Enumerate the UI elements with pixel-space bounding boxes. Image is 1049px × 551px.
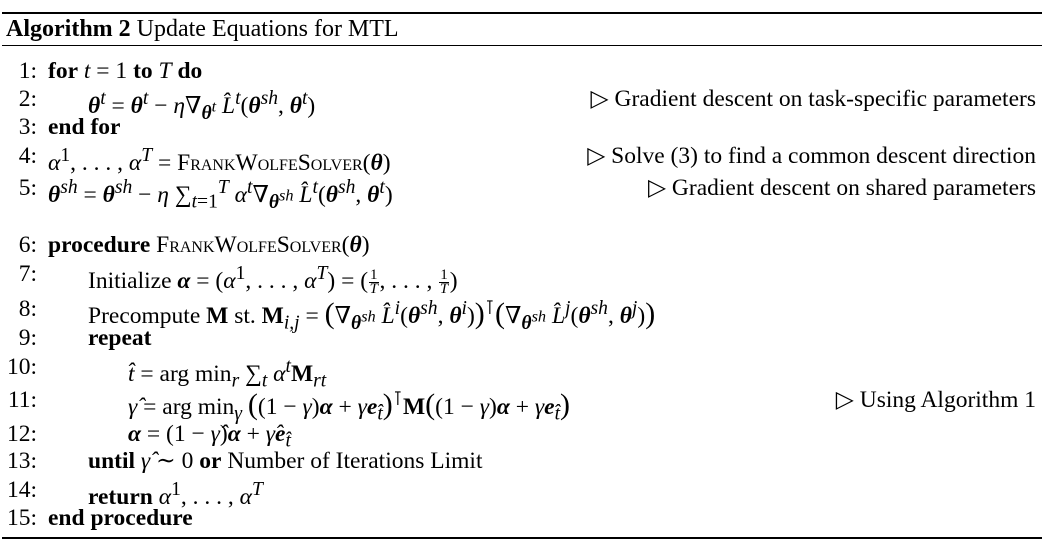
line-number: 11: xyxy=(7,387,37,413)
algo-line-12 xyxy=(0,419,1049,452)
caption-rule xyxy=(2,45,1042,46)
line-number: 10: xyxy=(6,354,37,380)
algorithm-label: Algorithm 2 xyxy=(6,16,131,42)
bottom-rule xyxy=(2,537,1042,539)
algo-line-6 xyxy=(0,230,1049,260)
algo-line-8 xyxy=(0,294,1049,334)
statement: procedure FrankWolfeSolver(θ) xyxy=(48,232,370,258)
algorithm-title: Update Equations for MTL xyxy=(136,16,399,42)
statement: α = (1 − γ̂)α + $\gammâe_{t̂}$ xyxy=(128,421,291,452)
algo-line-15 xyxy=(0,503,1049,533)
algo-line-2 xyxy=(0,84,1049,124)
algo-line-11 xyxy=(0,385,1049,425)
algo-line-9 xyxy=(0,323,1049,353)
line-number: 2: xyxy=(18,86,37,112)
statement: until γ̂ ∼ 0 or Number of Iterations Limit xyxy=(88,448,483,474)
line-number: 15: xyxy=(6,505,37,531)
algo-line-4 xyxy=(0,141,1049,176)
statement: $\theta^{sh} = \theta^{sh} - \eta$ $\sum_{t=1}^T$ $\alpha^t\nabla_{\theta^{sh}}$ $L̂^t(\theta^{sh}$, $\theta^t$) xyxy=(48,177,393,213)
algo-line-14 xyxy=(0,475,1049,510)
line-number: 5: xyxy=(18,175,37,201)
statement: t̂ = arg $\min_r \sum_t$ $\alpha^tM_{rt}$ xyxy=(128,356,327,392)
algorithm-caption xyxy=(6,15,399,43)
algo-line-7 xyxy=(0,259,1049,297)
statement: Precompute M st. $M_{i,j} = (\nabla_{\theta^{sh}}$ $L̂^i(\theta^{sh}$, $\theta^i))^⊺(\nabla_{\theta^{sh}}$ $L̂^j(\theta^{sh}$, $\theta^j$)) xyxy=(88,296,656,334)
line-number: 7: xyxy=(18,261,37,287)
line-number: 6: xyxy=(18,232,37,258)
statement: Initialize $\alpha = (\alpha^1$, . . . , $\alpha^T$) = ( $\frac{1}{T}$ , . . . , $\frac{1}{T}$ ) xyxy=(88,263,458,297)
line-number: 9: xyxy=(18,325,37,351)
statement: $\alpha^1$, . . . , $\alpha^T$ = FrankWolfeSolver(θ) xyxy=(48,145,391,176)
algo-line-5 xyxy=(0,173,1049,213)
statement: end for xyxy=(48,114,121,140)
line-number: 1: xyxy=(18,58,37,84)
line-number: 8: xyxy=(18,296,37,322)
algo-line-3 xyxy=(0,112,1049,142)
top-rule xyxy=(2,12,1042,14)
comment: ▷ Gradient descent on task-specific parameters xyxy=(590,86,1036,112)
line-number: 13: xyxy=(6,448,37,474)
statement: repeat xyxy=(88,325,152,351)
algo-line-10 xyxy=(0,352,1049,392)
algo-line-1 xyxy=(0,56,1049,86)
algo-line-13 xyxy=(0,446,1049,476)
line-number: 3: xyxy=(18,114,37,140)
line-number: 12: xyxy=(6,421,37,447)
statement: $\theta^t = \theta^t - \eta\nabla_{\theta^t}$ $L̂^t(\theta^{sh}$, $\theta^t$) xyxy=(88,88,316,124)
statement: end procedure xyxy=(48,505,193,531)
statement: return $\alpha^1$, . . . , $\alpha^T$ xyxy=(88,479,263,510)
comment: ▷ Gradient descent on shared parameters xyxy=(647,175,1036,201)
line-number: 14: xyxy=(6,477,37,503)
comment: ▷ Using Algorithm 1 xyxy=(835,387,1036,413)
statement: for t = 1 to T do xyxy=(48,58,203,84)
line-number: 4: xyxy=(18,143,37,169)
comment: ▷ Solve (3) to find a common descent direction xyxy=(587,143,1036,169)
statement: γ̂ = arg $\min_\gamma ((1 - \gamma)\alpha + \gamma e_{t̂})^⊺M((1 - \gamma)\alpha + \gamma e_{t̂})$ xyxy=(128,387,571,425)
